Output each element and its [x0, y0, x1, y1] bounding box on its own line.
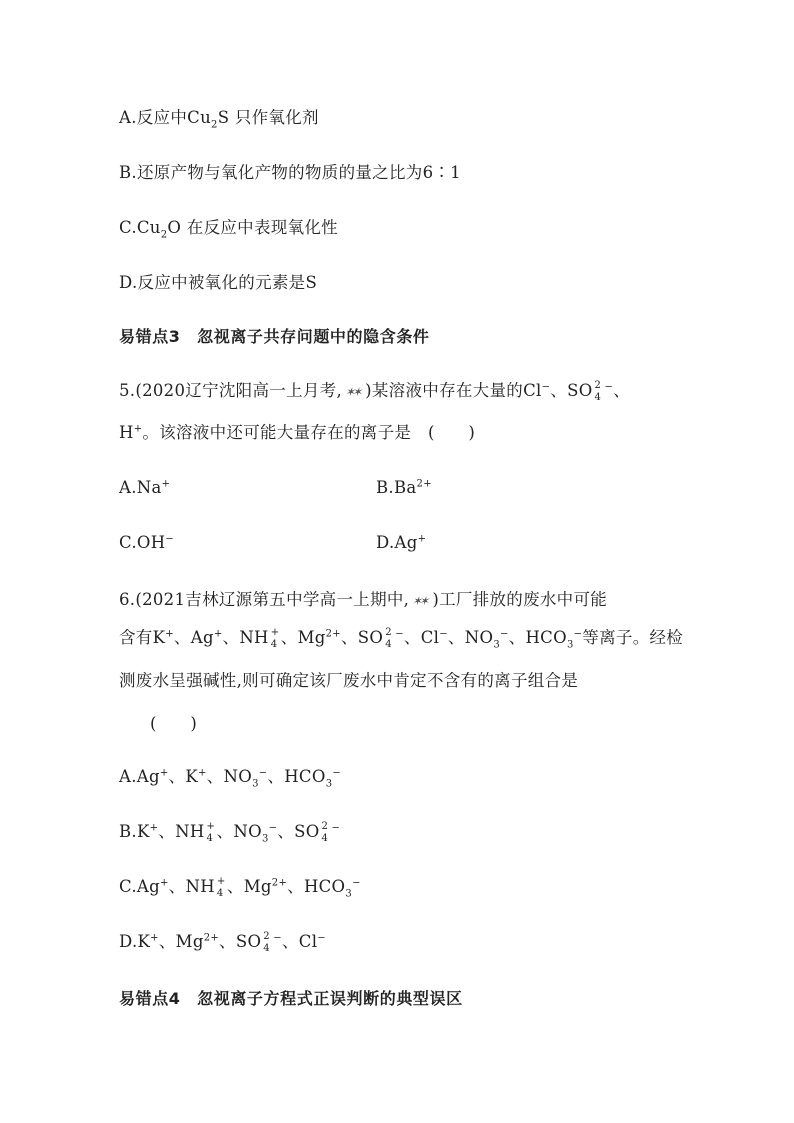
q6-option-a: A.Ag+、K+、$NO_3^-$、$HCO_3^-$	[119, 767, 342, 790]
q6-stem-line-2: 含有K+、Ag+、NH + 4 、$Mg^{2+}$、SO 2 4 −、Cl−、$NO_3^-$、$HCO_3^-$等离子。经检	[119, 626, 684, 651]
q5-stem-line-2: H+。该溶液中还可能大量存在的离子是 ( )	[119, 423, 476, 442]
q5-option-a: A.Na+	[119, 478, 171, 497]
difficulty-star-icon: ✶✶	[344, 384, 363, 399]
q5-option-c: C.OH−	[119, 533, 175, 552]
q4-option-c: $C.Cu_2O$ 在反应中表现氧化性	[119, 218, 338, 241]
q5-stem-line-1: 5.(2020辽宁沈阳高一上月考, ✶✶ )某溶液中存在大量的Cl−、SO 2 4 −、	[119, 379, 631, 403]
q5-options-cd	[119, 532, 427, 554]
q5-option-d: D.Ag+	[376, 533, 427, 552]
section-4-title: 易错点4 忽视离子方程式正误判断的典型误区	[119, 989, 463, 1008]
q6-option-c: C.Ag+、NH + 4 、$Mg^{2+}$、$HCO_3^-$	[119, 875, 361, 900]
difficulty-star-icon: ✶✶	[411, 593, 430, 608]
q5-option-b: $B.Ba^{2+}$	[376, 478, 432, 497]
q4-option-d: D.反应中被氧化的元素是S	[119, 273, 318, 292]
q6-stem-line-3: 测废水呈强碱性,则可确定该厂废水中肯定不含有的离子组合是	[119, 671, 579, 690]
q6-stem-line-1: 6.(2021吉林辽源第五中学高一上期中, ✶✶ )工厂排放的废水中可能	[119, 589, 607, 612]
q4-option-b: B.还原产物与氧化产物的物质的量之比为6∶1	[119, 163, 461, 182]
q6-option-b: B.K+、NH + 4 、$NO_3^-$、SO 2 4 −	[119, 820, 341, 845]
q6-option-d: D.K+、$Mg^{2+}$、SO 2 4 −、Cl−	[119, 930, 326, 954]
q6-answer-paren: ( )	[150, 714, 198, 733]
q5-options-ab	[119, 477, 432, 499]
q4-option-a: A.反应中$Cu_2S$ 只作氧化剂	[119, 108, 319, 131]
section-3-title: 易错点3 忽视离子共存问题中的隐含条件	[119, 327, 430, 346]
